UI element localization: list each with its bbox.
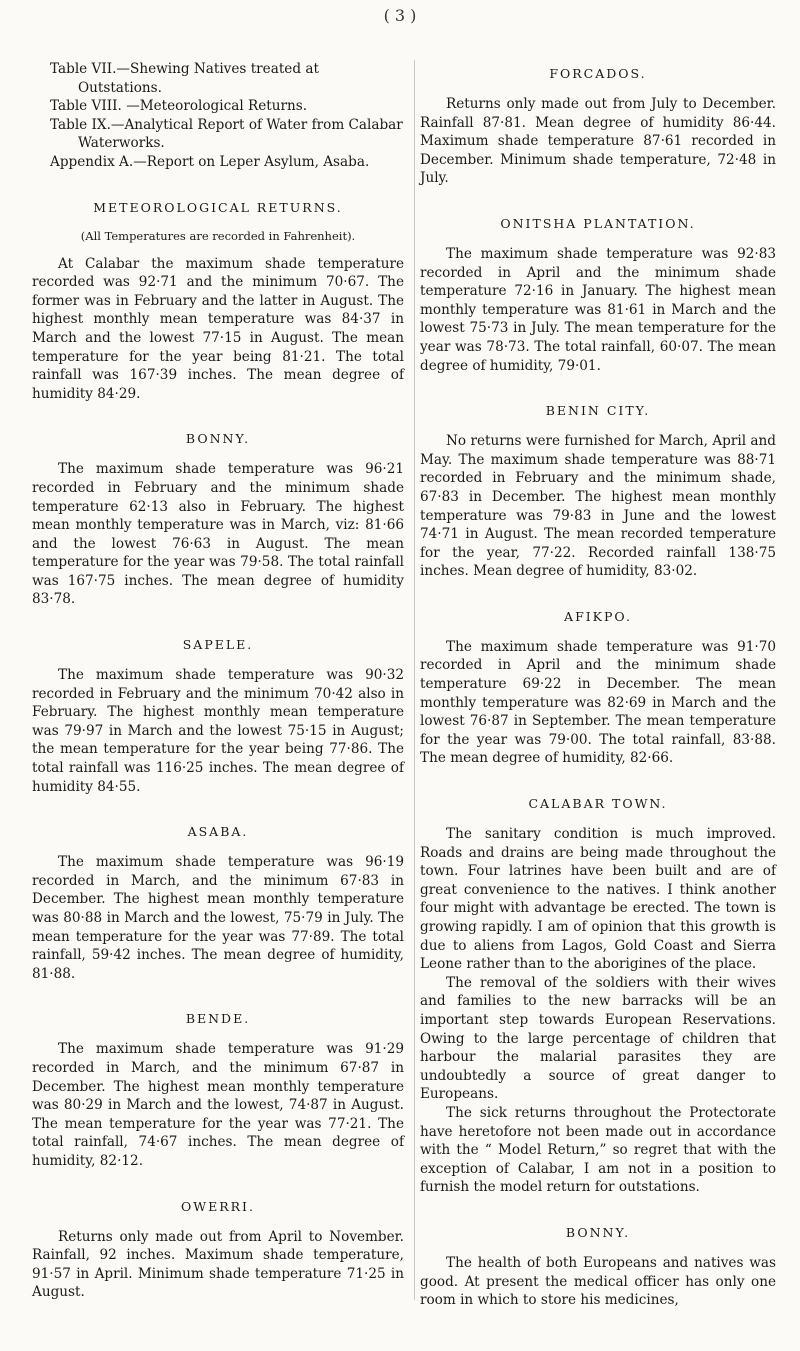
paragraph-onitsha: The maximum shade temperature was 92·83 recorded in April and the minimum shade temperature 72·16 in January. The highest mean monthly temperature was 81·61 in March and the lowest 75·73 in July. The mean temperature for the year was 78·73. The total rainfall, 60·07. The mean degree of humidity, 79·01. — [420, 245, 776, 374]
section-heading-owerri: OWERRI. — [181, 1198, 255, 1214]
toc-item: Appendix A.—Report on Leper Asylum, Asaba. — [50, 153, 370, 170]
section-heading-sapele: SAPELE. — [182, 637, 254, 653]
paragraph-owerri: Returns only made out from April to November. Rainfall, 92 inches. Maximum shade temperature, 91·57 in April. Minimum shade temperature 71·25 in August. — [32, 1228, 404, 1301]
paragraph-benin: No returns were furnished for March, April and May. The maximum shade temperature was 88·71 recorded in February and the minimum shade, 67·83 in December. The highest mean monthly temperature was 79·83 in June and the lowest 74·71 in August. The mean recorded temperature for the year, 77·22. Recorded rainfall 138·75 inches. Mean degree of humidity, 83·02. — [420, 433, 776, 580]
section-heading-bende: BENDE. — [185, 1011, 251, 1027]
section-heading-calabar-town: CALABAR TOWN. — [528, 796, 668, 812]
paragraph-asaba: The maximum shade temperature was 96·19 recorded in March, and the minimum 67·83 in December. The highest mean monthly temperature was 80·88 in March and the lowest, 75·79 in July. The mean temperature for the year was 77·89. The total rainfall, 59·42 inches. The mean degree of humidity, 81·88. — [32, 854, 404, 982]
paragraph-calabar-town-3: The sick returns throughout the Protectorate have heretofore not been made out in accordance with the “ Model Return,” so regret that with the exception of Calabar, I am not in a position to furnish the model return for outstations. — [420, 1104, 776, 1196]
paragraph-sapele: The maximum shade temperature was 90·32 recorded in February and the minimum 70·42 also in February. The highest monthly mean temperature was 79·97 in March and the lowest 75·15 in August; the mean temperature for the year being 77·86. The total rainfall was 116·25 inches. The mean degree of humidity 84·55. — [32, 667, 404, 795]
section-heading-forcados: FORCADOS. — [549, 66, 647, 81]
right-column — [420, 60, 776, 1310]
paragraph-forcados: Returns only made out from July to December. Rainfall 87·81. Mean degree of humidity 86·44. Maximum shade temperature 87·61 recorded in December. Minimum shade temperature, 72·48 in July. — [420, 96, 776, 187]
paragraph-bende: The maximum shade temperature was 91·29 recorded in March, and the minimum 67·87 in December. The highest mean monthly temperature was 80·29 in March and the lowest, 74·87 in August. The mean temperature for the year was 77·21. The total rainfall, 74·67 inches. The mean degree of humidity, 82·12. — [32, 1041, 404, 1169]
toc-item: Table VII.—Shewing Natives treated at Outstations. — [50, 61, 319, 96]
section-heading-bonny: BONNY. — [185, 431, 251, 447]
section-heading-bonny-health: BONNY. — [565, 1224, 631, 1240]
paragraph-calabar-town-2: The removal of the soldiers with their wives and families to the new barracks will be an important step towards European Reservations. Owing to the large percentage of children that harbour the malarial parasites they are undoubtedly a source of great danger to Europeans. — [420, 974, 776, 1103]
temperature-note: (All Temperatures are recorded in Fahrenheit). — [80, 228, 356, 243]
section-heading-meteorological: METEOROLOGICAL RETURNS. — [93, 199, 343, 215]
table-list — [32, 60, 404, 172]
page-number: ( 3 ) — [383, 6, 417, 25]
toc-item: Table VIII. —Meteorological Returns. — [50, 98, 308, 115]
paragraph-calabar: At Calabar the maximum shade temperature recorded was 92·71 and the minimum 70·67. The former was in February and the latter in August. The highest monthly mean temperature was 84·37 in March and the lowest 77·15 in August. The mean temperature for the year being 81·21. The total rainfall was 167·39 inches. The mean degree of humidity 84·29. — [32, 255, 404, 402]
toc-item: Table IX.—Analytical Report of Water from Calabar Waterworks. — [50, 116, 403, 152]
section-heading-afikpo: AFIKPO. — [564, 608, 632, 624]
paragraph-bonny: The maximum shade temperature was 96·21 recorded in February and the minimum shade temperature 62·13 also in February. The highest mean monthly temperature was in March, viz: 81·66 and the lowest 76·63 in August. The mean temperature for the year was 79·58. The total rainfall was 167·75 inches. The mean degree of humidity 83·78. — [32, 461, 404, 608]
paragraph-bonny-health: The health of both Europeans and natives was good. At present the medical officer has only one room in which to store his medicines, — [420, 1254, 776, 1309]
section-heading-onitsha: ONITSHA PLANTATION. — [500, 215, 696, 231]
paragraph-calabar-town-1: The sanitary condition is much improved. Roads and drains are being made throughout the town. Four latrines have been built and are of great convenience to the natives. I think another four might with advantage be erected. The town is growing rapidly. I am of opinion that this growth is due to aliens from Lagos, Gold Coast and Sierra Leone rather than to the aborigines of the place. — [420, 826, 776, 973]
section-heading-asaba: ASABA. — [187, 824, 249, 840]
paragraph-afikpo: The maximum shade temperature was 91·70 recorded in April and the minimum shade temperature 69·22 in December. The mean monthly temperature was 82·69 in March and the lowest 76·87 in September. The mean temperature for the year was 79·00. The total rainfall, 83·88. The mean degree of humidity, 82·66. — [420, 638, 776, 767]
column-divider — [414, 60, 415, 1300]
section-heading-benin: BENIN CITY. — [545, 403, 651, 419]
left-column — [32, 60, 404, 1302]
